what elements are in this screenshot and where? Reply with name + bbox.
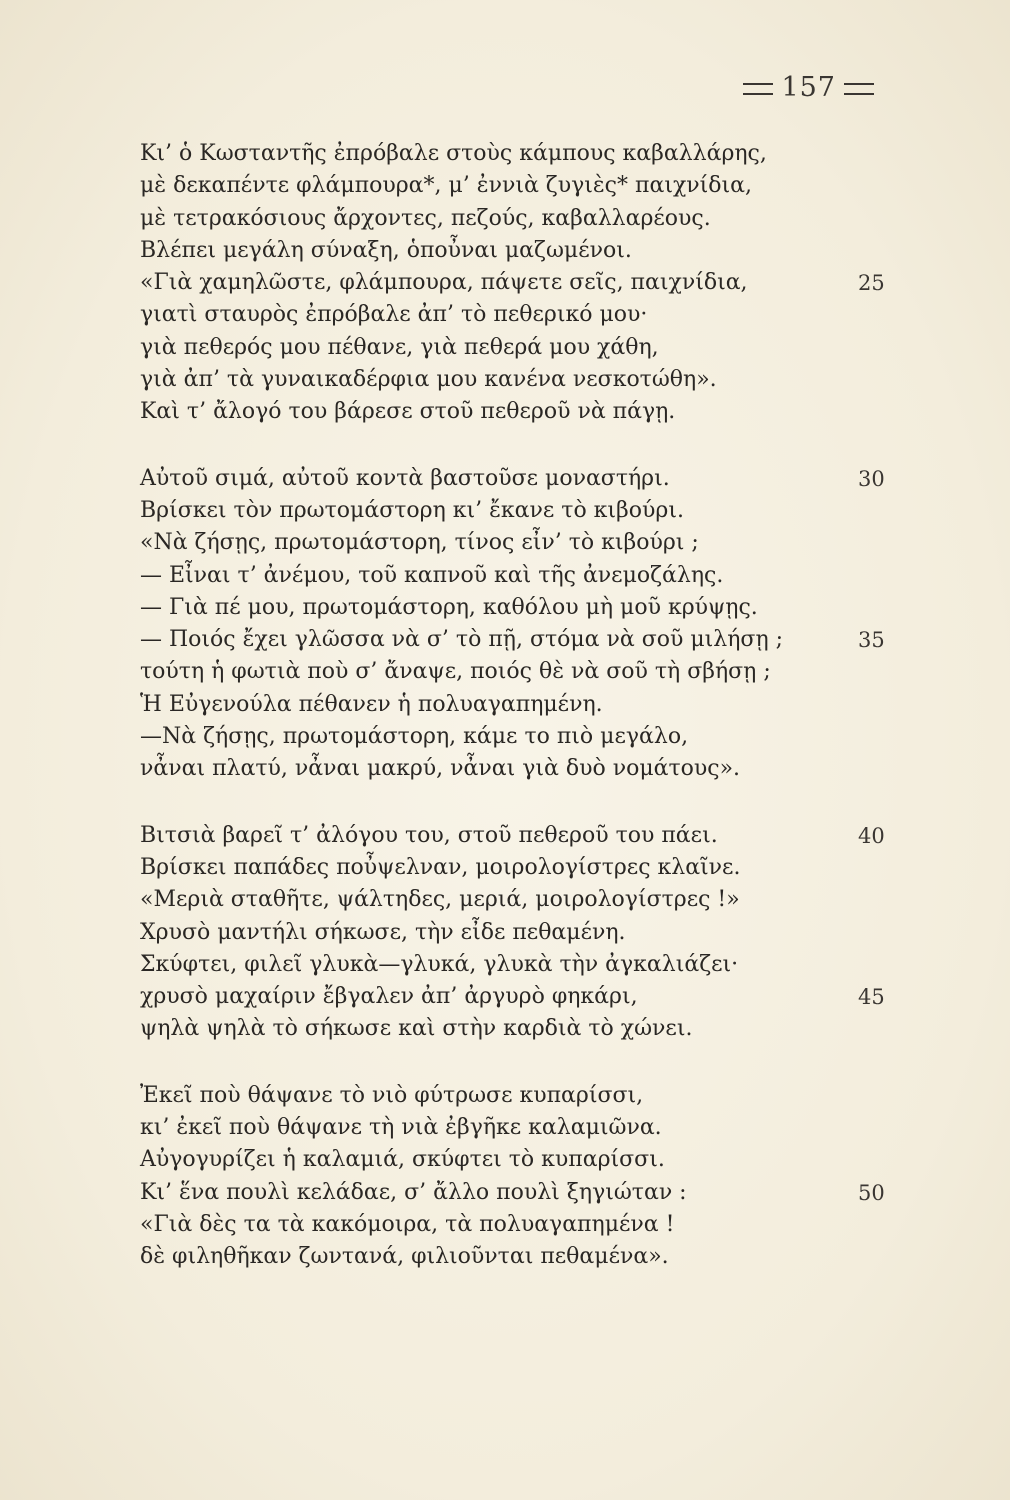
line-text: χρυσὸ μαχαίριν ἔβγαλεν ἀπ’ ἀργυρὸ φηκάρι, bbox=[140, 984, 638, 1010]
poem-line bbox=[140, 527, 900, 559]
line-text: γιὰ ἀπ’ τὰ γυναικαδέρφια μου κανένα νεσκοτώθη». bbox=[140, 367, 717, 393]
poem-line bbox=[140, 1177, 900, 1209]
line-text: γιὰ πεθερός μου πέθανε, γιὰ πεθερά μου χάθη, bbox=[140, 334, 659, 360]
poem-line bbox=[140, 689, 900, 721]
line-text: Βιτσιὰ βαρεῖ τ’ ἀλόγου του, στοῦ πεθεροῦ του πάει. bbox=[140, 822, 718, 848]
left-ornament bbox=[743, 83, 773, 95]
poem-line bbox=[140, 1112, 900, 1144]
line-text: — Εἶναι τ’ ἀνέμου, τοῦ καπνοῦ καὶ τῆς ἀνεμοζάλης. bbox=[140, 562, 724, 588]
line-text: «Γιὰ χαμηλῶστε, φλάμπουρα, πάψετε σεῖς, παιχνίδια, bbox=[140, 270, 748, 296]
line-text: Χρυσὸ μαντήλι σήκωσε, τὴν εἶδε πεθαμένη. bbox=[140, 919, 626, 945]
stanza bbox=[140, 463, 900, 786]
stanza bbox=[140, 1080, 900, 1274]
line-number: 25 bbox=[858, 271, 885, 296]
line-number: 40 bbox=[858, 823, 885, 848]
line-text: κι’ ἐκεῖ ποὺ θάψανε τὴ νιὰ ἐβγῆκε καλαμιῶνα. bbox=[140, 1115, 662, 1141]
line-text: — Ποιός ἔχει γλῶσσα νὰ σ’ τὸ πῇ, στόμα νὰ σοῦ μιλήσῃ ; bbox=[140, 627, 784, 653]
poem-line bbox=[140, 949, 900, 981]
line-text: «Γιὰ δὲς τα τὰ κακόμοιρα, τὰ πολυαγαπημένα ! bbox=[140, 1211, 675, 1237]
poem-line bbox=[140, 1080, 900, 1112]
poem-line bbox=[140, 1209, 900, 1241]
poem-line bbox=[140, 560, 900, 592]
line-text: Αὐγογυρίζει ἡ καλαμιά, σκύφτει τὸ κυπαρίσσι. bbox=[140, 1147, 665, 1173]
line-text: Σκύφτει, φιλεῖ γλυκὰ—γλυκά, γλυκὰ τὴν ἀγκαλιάζει· bbox=[140, 951, 739, 977]
poem-line bbox=[140, 656, 900, 688]
line-text: Ἐκεῖ ποὺ θάψανε τὸ νιὸ φύτρωσε κυπαρίσσι, bbox=[140, 1082, 644, 1108]
line-number: 50 bbox=[858, 1180, 885, 1205]
line-text: μὲ τετρακόσιους ἄρχοντες, πεζούς, καβαλλαρέους. bbox=[140, 205, 711, 231]
right-ornament bbox=[844, 83, 874, 95]
line-text: δὲ φιληθῆκαν ζωντανά, φιλιοῦνται πεθαμένα». bbox=[140, 1244, 669, 1270]
line-text: Κι’ ἕνα πουλὶ κελάδαε, σ’ ἄλλο πουλὶ ξηγιώταν : bbox=[140, 1179, 687, 1205]
poem-line bbox=[140, 138, 900, 170]
line-text: μὲ δεκαπέντε φλάμπουρα*, μ’ ἐννιὰ ζυγιὲς* παιχνίδια, bbox=[140, 173, 752, 199]
poem-line bbox=[140, 299, 900, 331]
poem-line bbox=[140, 463, 900, 495]
poem-line bbox=[140, 1241, 900, 1273]
poem-line bbox=[140, 753, 900, 785]
line-number: 30 bbox=[858, 466, 885, 491]
poem-line bbox=[140, 820, 900, 852]
line-text: νἆναι πλατύ, νἆναι μακρύ, νἆναι γιὰ δυὸ νομάτους». bbox=[140, 756, 741, 782]
poem-line bbox=[140, 170, 900, 202]
page-number-text: 157 bbox=[781, 72, 836, 103]
line-text: Αὐτοῦ σιμά, αὐτοῦ κοντὰ βαστοῦσε μοναστήρι. bbox=[140, 465, 670, 491]
poem-line bbox=[140, 203, 900, 235]
line-text: Βρίσκει παπάδες ποὖψελναν, μοιρολογίστρες κλαῖνε. bbox=[140, 854, 741, 880]
poem-line bbox=[140, 332, 900, 364]
poem-line bbox=[140, 917, 900, 949]
poem-line bbox=[140, 364, 900, 396]
poem-line bbox=[140, 1144, 900, 1176]
stanza bbox=[140, 138, 900, 429]
stanza bbox=[140, 820, 900, 1046]
line-text: Καὶ τ’ ἄλογό του βάρεσε στοῦ πεθεροῦ νὰ πάγῃ. bbox=[140, 399, 676, 425]
line-text: Κι’ ὁ Κωσταντῆς ἐπρόβαλε στοὺς κάμπους καβαλλάρης, bbox=[140, 141, 767, 166]
poem-text bbox=[140, 138, 900, 1308]
poem-line bbox=[140, 267, 900, 299]
line-text: Ἡ Εὐγενούλα πέθανεν ἡ πολυαγαπημένη. bbox=[140, 691, 603, 717]
poem-line bbox=[140, 852, 900, 884]
poem-line bbox=[140, 884, 900, 916]
line-text: «Νὰ ζήσῃς, πρωτομάστορη, τίνος εἶν’ τὸ κιβούρι ; bbox=[140, 530, 699, 556]
line-number: 45 bbox=[858, 985, 885, 1010]
poem-line bbox=[140, 981, 900, 1013]
line-text: γιατὶ σταυρὸς ἐπρόβαλε ἀπ’ τὸ πεθερικό μου· bbox=[140, 302, 648, 328]
poem-line bbox=[140, 592, 900, 624]
poem-line bbox=[140, 495, 900, 527]
page-number bbox=[735, 72, 882, 103]
poem-line bbox=[140, 396, 900, 428]
line-text: —Νὰ ζήσῃς, πρωτομάστορη, κάμε το πιὸ μεγάλο, bbox=[140, 724, 689, 750]
line-text: — Γιὰ πέ μου, πρωτομάστορη, καθόλου μὴ μοῦ κρύψῃς. bbox=[140, 594, 758, 620]
poem-line bbox=[140, 721, 900, 753]
line-text: τούτη ἡ φωτιὰ ποὺ σ’ ἄναψε, ποιός θὲ νὰ σοῦ τὴ σβήσῃ ; bbox=[140, 659, 771, 685]
line-text: Βρίσκει τὸν πρωτομάστορη κι’ ἔκανε τὸ κιβούρι. bbox=[140, 497, 684, 523]
line-text: Βλέπει μεγάλη σύναξη, ὁποὖναι μαζωμένοι. bbox=[140, 237, 632, 263]
poem-line bbox=[140, 1013, 900, 1045]
line-text: ψηλὰ ψηλὰ τὸ σήκωσε καὶ στὴν καρδιὰ τὸ χώνει. bbox=[140, 1016, 693, 1042]
line-text: «Μεριὰ σταθῆτε, ψάλτηδες, μεριά, μοιρολογίστρες !» bbox=[140, 887, 740, 913]
line-number: 35 bbox=[858, 628, 885, 653]
poem-line bbox=[140, 235, 900, 267]
poem-line bbox=[140, 624, 900, 656]
